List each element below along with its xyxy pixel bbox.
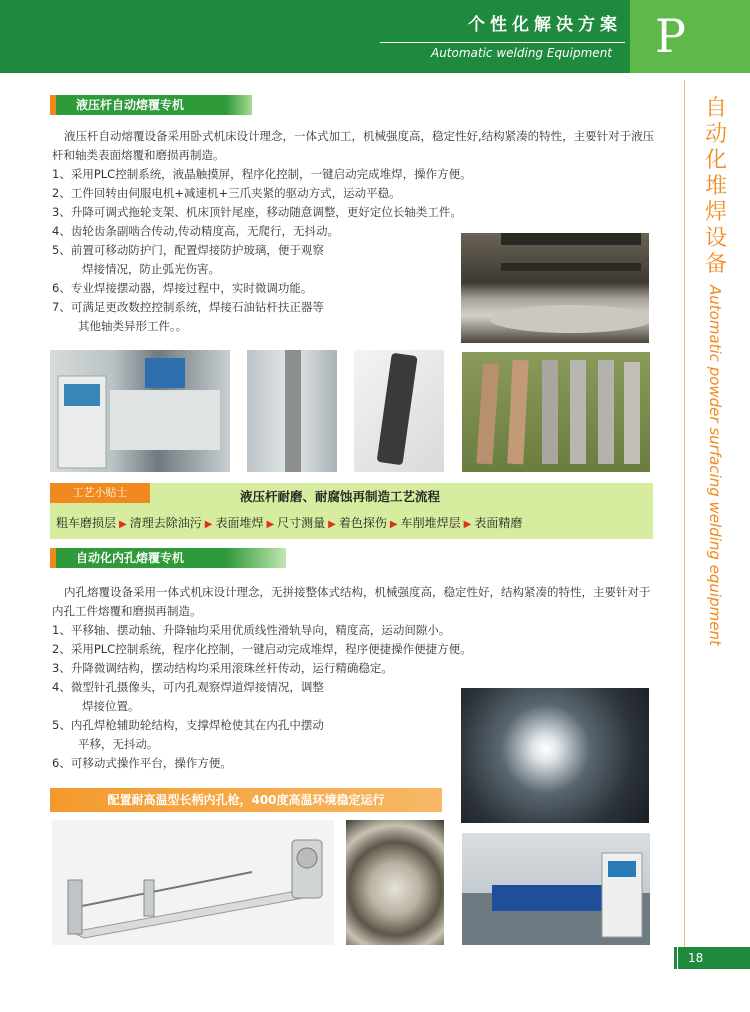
- section2-item: 3、升降微调结构，摆动结构均采用滚珠丝杆传动，运行精确稳定。: [52, 661, 393, 675]
- page-number: 18: [678, 947, 750, 969]
- rod-cladding-photo: [461, 233, 649, 343]
- side-title-en-wrap: [702, 285, 730, 685]
- bore-camera-photo: [461, 688, 649, 823]
- arrow-icon: ▶: [463, 519, 472, 530]
- rod-closeup-illustration: [354, 350, 444, 472]
- header-title: 个性化解决方案: [468, 15, 622, 35]
- section1-item: 3、升降可调式拖轮支架、机床顶针尾座，移动随意调整，更好定位长轴类工件。: [52, 205, 462, 219]
- section1-item: 焊接情况，防止弧光伤害。: [82, 262, 220, 276]
- inner-bore-machine-render: [52, 820, 334, 945]
- section1-item: 7、可满足更改数控控制系统，焊接石油钻杆扶正器等: [52, 300, 324, 314]
- section2-item: 6、可移动式操作平台，操作方便。: [52, 756, 232, 770]
- tip-label: 工艺小贴士: [50, 483, 150, 503]
- section1-item: 其他轴类异形工件。。: [78, 319, 188, 333]
- section2-item: 焊接位置。: [82, 699, 140, 713]
- rod-vertical-photo: [247, 350, 337, 472]
- config-banner: 配置耐高温型长柄内孔枪，400度高温环境稳定运行: [50, 788, 442, 812]
- rod-closeup-photo: [354, 350, 444, 472]
- section1-title-fade: [226, 95, 252, 115]
- side-title-en: Automatic powder surfacing welding equipment: [706, 285, 724, 646]
- section2-title: 自动化内孔熔覆专机: [50, 548, 252, 568]
- rod-cladding-illustration: [461, 233, 649, 343]
- section2-item: 4、微型针孔摄像头，可内孔观察焊道焊接情况，调整: [52, 680, 324, 694]
- arrow-icon: ▶: [389, 519, 398, 530]
- side-title-cn: 自动化堆焊设备: [704, 96, 727, 277]
- process-step: 清理去除油污: [129, 516, 202, 530]
- process-step: 表面精磨: [474, 516, 523, 530]
- header-divider: [380, 42, 625, 43]
- section2-item: 2、采用PLC控制系统，程序化控制，一键启动完成堆焊，程序便捷操作便捷方便。: [52, 642, 472, 656]
- arrow-icon: ▶: [266, 519, 275, 530]
- machine-illustration-1: [50, 350, 230, 472]
- header-subtitle: Automatic welding Equipment: [430, 46, 612, 60]
- machine-photo-1: [50, 350, 230, 472]
- process-steps: [56, 514, 651, 531]
- arrow-icon: ▶: [119, 519, 127, 530]
- bore-cladding-photo: [346, 820, 444, 945]
- finished-rods-illustration: [462, 352, 650, 472]
- section2-intro: 内孔熔覆设备采用一体式机床设计理念，无拼接整体式结构，机械强度高，稳定性好，结构紧凑的特性，主要针对于内孔工件熔覆和磨损再制造。: [52, 585, 651, 618]
- process-title: 液压杆耐磨、耐腐蚀再制造工艺流程: [240, 489, 441, 504]
- rod-vertical-illustration: [247, 350, 337, 472]
- workshop-machine-illustration: [462, 833, 650, 945]
- process-step: 着色探伤: [338, 516, 387, 530]
- page-number-accent: [674, 947, 677, 969]
- section1-title: 液压杆自动熔覆专机: [50, 95, 252, 115]
- section1-item: 6、专业焊接摆动器，焊接过程中，实时微调功能。: [52, 281, 313, 295]
- process-step: 表面堆焊: [215, 516, 264, 530]
- arrow-icon: ▶: [204, 519, 213, 530]
- process-step: 粗车磨损层: [56, 516, 117, 530]
- section1-item: 2、工件回转由伺服电机+减速机+三爪夹紧的驱动方式，运动平稳。: [52, 186, 401, 200]
- section1-intro: 液压杆自动熔覆设备采用卧式机床设计理念，一体式加工，机械强度高，稳定性好,结构紧凑的特性，主要针对于液压杆和轴类表面熔覆和磨损再制造。: [52, 129, 655, 162]
- process-step: 车削堆焊层: [400, 516, 461, 530]
- workshop-machine-photo: [462, 833, 650, 945]
- arrow-icon: ▶: [328, 519, 336, 530]
- process-step: 尺寸测量: [277, 516, 326, 530]
- side-divider: [684, 80, 685, 960]
- section2-item: 5、内孔焊枪辅助轮结构，支撑焊枪使其在内孔中摆动: [52, 718, 324, 732]
- section1-item: 1、采用PLC控制系统，液晶触摸屏，程序化控制，一键启动完成堆焊，操作方便。: [52, 167, 472, 181]
- section1-item: 5、前置可移动防护门，配置焊接防护玻璃，便于观察: [52, 243, 324, 257]
- section2-item: 1、平移轴、摆动轴、升降轴均采用优质线性滑轨导向，精度高，运动间隙小。: [52, 623, 451, 637]
- section2-item: 平移，无抖动。: [78, 737, 159, 751]
- section2-title-fade: [226, 548, 286, 568]
- header-letter: P: [630, 0, 750, 73]
- finished-rods-photo: [462, 352, 650, 472]
- section1-item: 4、齿轮齿条副啮合传动,传动精度高，无爬行，无抖动。: [52, 224, 339, 238]
- machine-render-illustration: [52, 820, 334, 945]
